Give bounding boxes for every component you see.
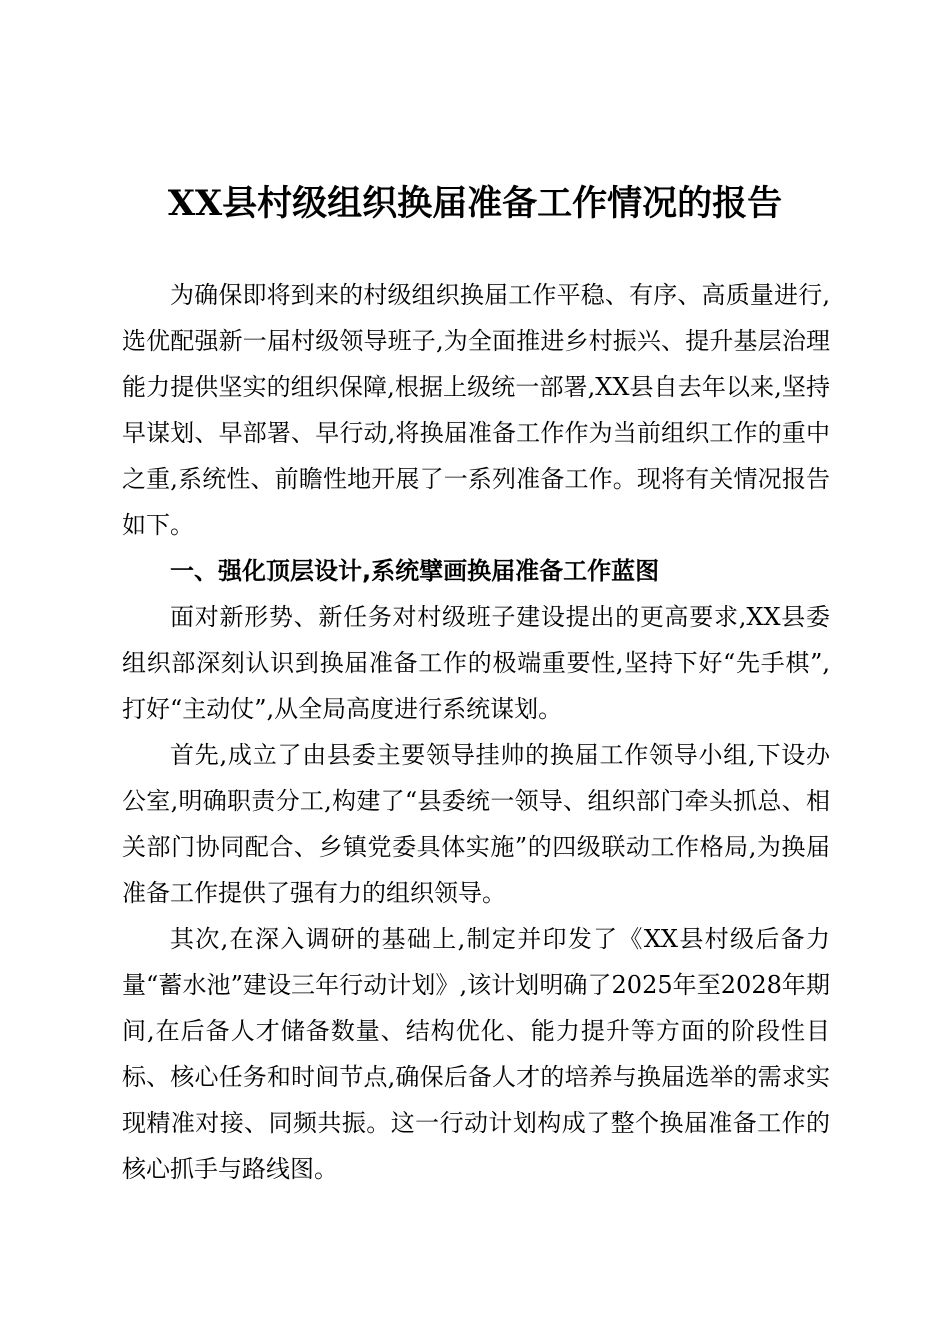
intro-paragraph: 为确保即将到来的村级组织换届工作平稳、有序、高质量进行,选优配强新一届村级领导班子,为全面推进乡村振兴、提升基层治理能力提供坚实的组织保障,根据上级统一部署,XX县自去年以来,坚持早谋划、早部署、早行动,将换届准备工作作为当前组织工作的重中之重,系统性、前瞻性地开展了一系列准备工作。现将有关情况报告如下。: [122, 281, 830, 539]
body-paragraph: 其次,在深入调研的基础上,制定并印发了《XX县村级后备力量“蓄水池”建设三年行动计划》,该计划明确了2025年至2028年期间,在后备人才储备数量、结构优化、能力提升等方面的阶段性目标、核心任务和时间节点,确保后备人才的培养与换届选举的需求实现精准对接、同频共振。这一行动计划构成了整个换届准备工作的核心抓手与路线图。: [122, 925, 830, 1183]
body-paragraph: 面对新形势、新任务对村级班子建设提出的更高要求,XX县委组织部深刻认识到换届准备工作的极端重要性,坚持下好“先手棋”,打好“主动仗”,从全局高度进行系统谋划。: [122, 603, 830, 723]
document-title: XX县村级组织换届准备工作情况的报告: [167, 183, 783, 224]
document-body: [122, 272, 830, 1192]
section-heading-1: 一、强化顶层设计,系统擘画换届准备工作蓝图: [170, 557, 660, 585]
body-paragraph: 首先,成立了由县委主要领导挂帅的换届工作领导小组,下设办公室,明确职责分工,构建了“县委统一领导、组织部门牵头抓总、相关部门协同配合、乡镇党委具体实施”的四级联动工作格局,为换届准备工作提供了强有力的组织领导。: [122, 741, 830, 907]
